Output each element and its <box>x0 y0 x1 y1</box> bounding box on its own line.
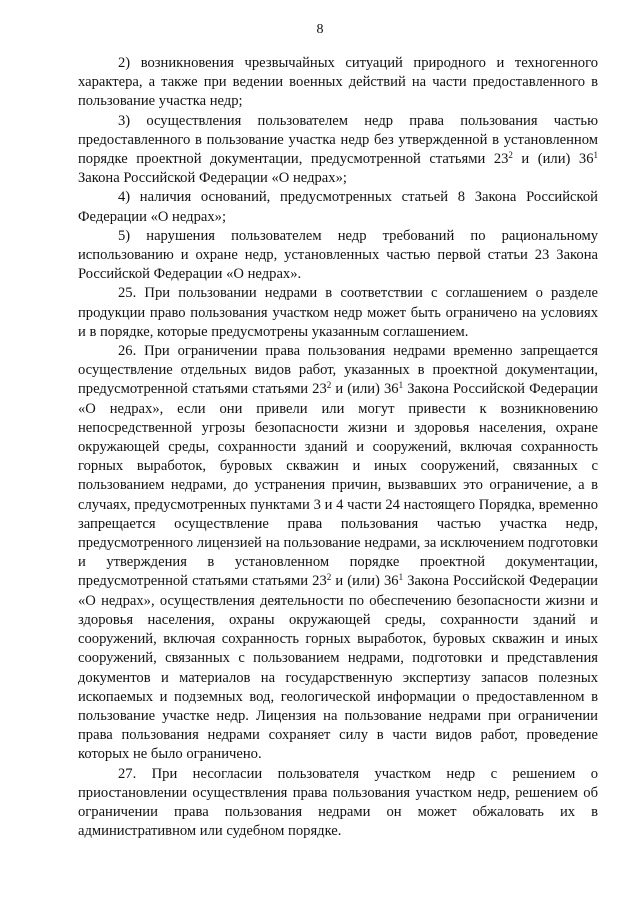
superscript: 1 <box>398 380 404 391</box>
superscript: 1 <box>398 572 404 583</box>
superscript: 2 <box>508 150 513 161</box>
paragraph-item-4: 4) наличия оснований, предусмотренных статьей 8 Закона Российской Федерации «О недрах»; <box>78 189 598 225</box>
superscript: 2 <box>326 380 332 391</box>
paragraph-27: 27. При несогласии пользователя участком недр с решением о приостановлении осуществления права пользования участком недр, решением об ограничении права пользования недрами он может обжаловать их в административном или судебном порядке. <box>78 765 598 840</box>
superscript: 2 <box>326 572 332 583</box>
paragraph-26: 26. При ограничении права пользования недрами временно запрещается осуществление отдельных видов работ, указанных в проектной документации, предусмотренной статьями статьями $23^2$ и (или) $36^1$ Закона Российской Федерации «О недрах», если они привели или могут привести к возникновению непосредственной угрозы безопасности жизни и здоровья населения, охране окружающей среды, сохранности зданий и сооружений, включая сохранность горных выработок, буровых скважин и иных сооружений, связанных с пользованием недрами, до устранения причин, вызвавших это ограничение, а в случаях, предусмотренных пунктами 3 и 4 части 24 настоящего Порядка, временно запрещается осуществление права пользования частью участка недр, предусмотренного лицензией на пользование недрами, за исключением подготовки и утверждения в установленном порядке проектной документации, предусмотренной статьями статьями $23^2$ и (или) $36^1$ Закона Российской Федерации «О недрах», осуществления деятельности по обеспечению безопасности жизни и здоровья населения, охраны окружающей среды, сохранности зданий и сооружений, включая сохранность горных выработок, буровых скважин и иных сооружений, связанных с пользованием недрами, подготовки и представления документов и материалов на государственную экспертизу запасов полезных ископаемых и подземных вод, геологической информации о предоставленном в пользование участке недр. Лицензия на пользование недрами при ограничении права пользования недрами сохраняет силу в части видов работ, проведение которых не было ограничено. <box>78 343 598 763</box>
paragraph-item-5: 5) нарушения пользователем недр требований по рациональному использованию и охране недр, установленных частью первой статьи 23 Закона Российской Федерации «О недрах». <box>78 227 598 283</box>
page-number: 8 <box>316 22 324 37</box>
paragraph-25: 25. При пользовании недрами в соответствии с соглашением о разделе продукции право пользования участком недр может быть ограничено на условиях и в порядке, которые предусмотрены указанным соглашением. <box>78 285 598 340</box>
paragraph-item-2: 2) возникновения чрезвычайных ситуаций природного и техногенного характера, а также при ведении военных действий на части предоставленного в пользование участка недр; <box>78 55 598 110</box>
document-body <box>78 54 598 841</box>
paragraph-item-3: 3) осуществления пользователем недр права пользования частью предоставленного в пользование участка недр без утвержденной в установленном порядке проектной документации, предусмотренной статьями $23^2$ и (или) $36^1$ Закона Российской Федерации «О недрах»; <box>78 112 598 187</box>
superscript: 1 <box>593 150 598 161</box>
